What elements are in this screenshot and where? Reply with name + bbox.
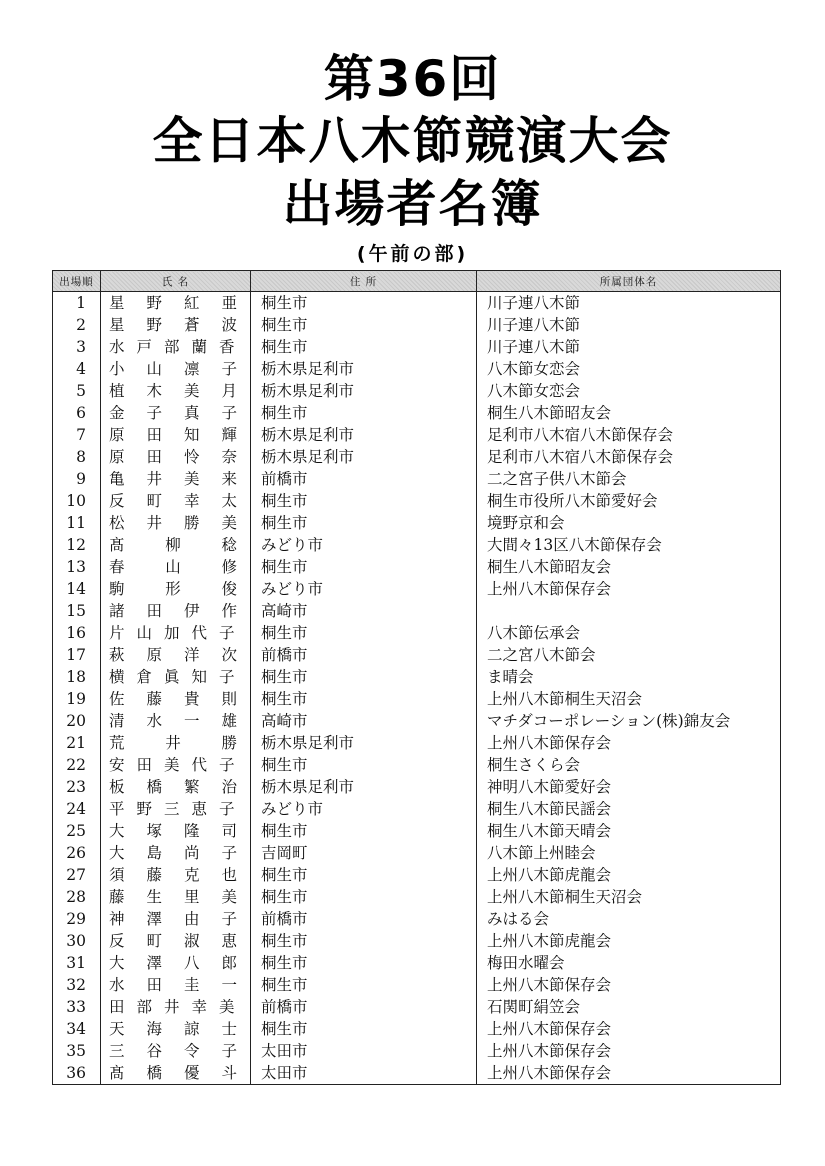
name-characters: 大 澤 八 郎 bbox=[109, 954, 237, 972]
participant-name bbox=[101, 512, 251, 534]
participant-address: 栃木県足利市 bbox=[251, 380, 477, 402]
participant-name bbox=[101, 556, 251, 578]
participant-address: 桐生市 bbox=[251, 336, 477, 358]
table-row bbox=[53, 292, 781, 315]
name-characters: 片山加代子 bbox=[109, 624, 247, 642]
table-row bbox=[53, 644, 781, 666]
participant-name bbox=[101, 468, 251, 490]
row-order-number: 21 bbox=[53, 732, 101, 754]
participant-name bbox=[101, 600, 251, 622]
participant-group: 上州八木節保存会 bbox=[477, 578, 781, 600]
row-order-number: 14 bbox=[53, 578, 101, 600]
session-subtitle: (午前の部) bbox=[356, 243, 469, 265]
row-order-number: 30 bbox=[53, 930, 101, 952]
name-characters: 大 塚 隆 司 bbox=[109, 822, 237, 840]
participant-address: 桐生市 bbox=[251, 666, 477, 688]
name-characters: 清 水 一 雄 bbox=[109, 712, 237, 730]
participant-address: 栃木県足利市 bbox=[251, 358, 477, 380]
table-row bbox=[53, 952, 781, 974]
name-characters: 安田美代子 bbox=[109, 756, 247, 774]
participant-address: 桐生市 bbox=[251, 974, 477, 996]
participant-group: 上州八木節虎龍会 bbox=[477, 864, 781, 886]
name-characters: 松 井 勝 美 bbox=[109, 514, 237, 532]
name-characters: 反 町 淑 恵 bbox=[109, 932, 237, 950]
participant-group: 上州八木節桐生天沼会 bbox=[477, 886, 781, 908]
name-characters: 星 野 紅 亜 bbox=[109, 294, 237, 312]
participant-name bbox=[101, 952, 251, 974]
participant-name bbox=[101, 798, 251, 820]
participant-group: 桐生八木節天晴会 bbox=[477, 820, 781, 842]
participant-group: 二之宮八木節会 bbox=[477, 644, 781, 666]
participant-group: 八木節女恋会 bbox=[477, 380, 781, 402]
table-row bbox=[53, 1062, 781, 1085]
participant-address: 太田市 bbox=[251, 1062, 477, 1085]
row-order-number: 25 bbox=[53, 820, 101, 842]
participant-name bbox=[101, 688, 251, 710]
participant-group: 上州八木節桐生天沼会 bbox=[477, 688, 781, 710]
table-row bbox=[53, 578, 781, 600]
participant-address: 桐生市 bbox=[251, 1018, 477, 1040]
participant-address: みどり市 bbox=[251, 578, 477, 600]
participant-name bbox=[101, 930, 251, 952]
name-characters: 星 野 蒼 波 bbox=[109, 316, 237, 334]
table-header-row bbox=[53, 271, 781, 292]
participant-group: 大間々13区八木節保存会 bbox=[477, 534, 781, 556]
table-row bbox=[53, 754, 781, 776]
participant-group: 梅田水曜会 bbox=[477, 952, 781, 974]
participant-group: 上州八木節保存会 bbox=[477, 974, 781, 996]
participant-group: 桐生八木節昭友会 bbox=[477, 402, 781, 424]
participant-name bbox=[101, 886, 251, 908]
participants-table bbox=[52, 270, 781, 1085]
participant-name bbox=[101, 864, 251, 886]
participant-group: 川子連八木節 bbox=[477, 336, 781, 358]
row-order-number: 4 bbox=[53, 358, 101, 380]
participant-name bbox=[101, 446, 251, 468]
name-characters: 原 田 知 輝 bbox=[109, 426, 237, 444]
row-order-number: 36 bbox=[53, 1062, 101, 1085]
table-row bbox=[53, 468, 781, 490]
name-characters: 亀 井 美 来 bbox=[109, 470, 237, 488]
header-order: 出場順 bbox=[53, 271, 101, 292]
participant-name bbox=[101, 754, 251, 776]
table-row bbox=[53, 622, 781, 644]
participant-address: 高崎市 bbox=[251, 600, 477, 622]
table-row bbox=[53, 446, 781, 468]
table-row bbox=[53, 798, 781, 820]
participant-address: 桐生市 bbox=[251, 688, 477, 710]
participant-name bbox=[101, 1040, 251, 1062]
row-order-number: 32 bbox=[53, 974, 101, 996]
participant-address: 桐生市 bbox=[251, 490, 477, 512]
participant-name bbox=[101, 996, 251, 1018]
participant-name bbox=[101, 1018, 251, 1040]
name-characters: 金 子 真 子 bbox=[109, 404, 237, 422]
table-row bbox=[53, 490, 781, 512]
participant-group bbox=[477, 600, 781, 622]
name-characters: 萩 原 洋 次 bbox=[109, 646, 237, 664]
row-order-number: 9 bbox=[53, 468, 101, 490]
name-characters: 水戸部蘭香 bbox=[109, 338, 247, 356]
table-row bbox=[53, 1040, 781, 1062]
name-characters: 水 田 圭 一 bbox=[109, 976, 237, 994]
row-order-number: 29 bbox=[53, 908, 101, 930]
name-characters: 髙 柳 稔 bbox=[109, 536, 237, 554]
participant-name bbox=[101, 1062, 251, 1085]
participant-name bbox=[101, 732, 251, 754]
table-row bbox=[53, 1018, 781, 1040]
participant-address: みどり市 bbox=[251, 798, 477, 820]
name-characters: 佐 藤 貴 則 bbox=[109, 690, 237, 708]
table-row bbox=[53, 314, 781, 336]
name-characters: 藤 生 里 美 bbox=[109, 888, 237, 906]
row-order-number: 5 bbox=[53, 380, 101, 402]
page-title-edition: 第36回 bbox=[323, 50, 502, 108]
participant-address: 桐生市 bbox=[251, 754, 477, 776]
row-order-number: 16 bbox=[53, 622, 101, 644]
table-row bbox=[53, 908, 781, 930]
table-row bbox=[53, 820, 781, 842]
participant-group: 上州八木節保存会 bbox=[477, 1018, 781, 1040]
table-row bbox=[53, 666, 781, 688]
participant-name bbox=[101, 578, 251, 600]
participant-name bbox=[101, 534, 251, 556]
row-order-number: 23 bbox=[53, 776, 101, 798]
name-characters: 原 田 怜 奈 bbox=[109, 448, 237, 466]
participant-address: 前橋市 bbox=[251, 644, 477, 666]
participant-group: 神明八木節愛好会 bbox=[477, 776, 781, 798]
participant-address: 桐生市 bbox=[251, 512, 477, 534]
participant-name bbox=[101, 644, 251, 666]
name-characters: 荒 井 勝 bbox=[109, 734, 237, 752]
participant-name bbox=[101, 490, 251, 512]
row-order-number: 34 bbox=[53, 1018, 101, 1040]
participant-group: 川子連八木節 bbox=[477, 314, 781, 336]
row-order-number: 2 bbox=[53, 314, 101, 336]
table-row bbox=[53, 996, 781, 1018]
row-order-number: 3 bbox=[53, 336, 101, 358]
name-characters: 大 島 尚 子 bbox=[109, 844, 237, 862]
name-characters: 横倉眞知子 bbox=[109, 668, 247, 686]
participant-group: ま晴会 bbox=[477, 666, 781, 688]
participant-group: 八木節女恋会 bbox=[477, 358, 781, 380]
participant-address: 栃木県足利市 bbox=[251, 732, 477, 754]
name-characters: 神 澤 由 子 bbox=[109, 910, 237, 928]
row-order-number: 6 bbox=[53, 402, 101, 424]
table-row bbox=[53, 336, 781, 358]
table-row bbox=[53, 974, 781, 996]
row-order-number: 35 bbox=[53, 1040, 101, 1062]
participant-address: 吉岡町 bbox=[251, 842, 477, 864]
participant-group: 上州八木節保存会 bbox=[477, 732, 781, 754]
participant-address: 太田市 bbox=[251, 1040, 477, 1062]
participant-name bbox=[101, 666, 251, 688]
participant-group: 石関町絹笠会 bbox=[477, 996, 781, 1018]
header-address: 住 所 bbox=[251, 271, 477, 292]
header-name: 氏 名 bbox=[101, 271, 251, 292]
table-row bbox=[53, 886, 781, 908]
table-row bbox=[53, 688, 781, 710]
table-row bbox=[53, 930, 781, 952]
participant-address: 桐生市 bbox=[251, 622, 477, 644]
row-order-number: 8 bbox=[53, 446, 101, 468]
table-row bbox=[53, 864, 781, 886]
participant-address: 桐生市 bbox=[251, 820, 477, 842]
participant-group: 二之宮子供八木節会 bbox=[477, 468, 781, 490]
row-order-number: 17 bbox=[53, 644, 101, 666]
participant-group: 上州八木節保存会 bbox=[477, 1040, 781, 1062]
participant-name bbox=[101, 336, 251, 358]
page-title-event: 全日本八木節競演大会 bbox=[152, 112, 673, 170]
participant-name bbox=[101, 710, 251, 732]
participant-group: 上州八木節虎龍会 bbox=[477, 930, 781, 952]
table-body bbox=[53, 292, 781, 1085]
row-order-number: 18 bbox=[53, 666, 101, 688]
participant-name bbox=[101, 908, 251, 930]
name-characters: 板 橋 繁 治 bbox=[109, 778, 237, 796]
participant-group: マチダコーポレーション(株)錦友会 bbox=[477, 710, 781, 732]
participant-name bbox=[101, 380, 251, 402]
participant-name bbox=[101, 820, 251, 842]
participant-address: 栃木県足利市 bbox=[251, 776, 477, 798]
row-order-number: 26 bbox=[53, 842, 101, 864]
name-characters: 平野三恵子 bbox=[109, 800, 247, 818]
row-order-number: 27 bbox=[53, 864, 101, 886]
table-row bbox=[53, 512, 781, 534]
name-characters: 植 木 美 月 bbox=[109, 382, 237, 400]
name-characters: 田部井幸美 bbox=[109, 998, 247, 1016]
participant-address: 前橋市 bbox=[251, 908, 477, 930]
row-order-number: 7 bbox=[53, 424, 101, 446]
table-row bbox=[53, 424, 781, 446]
participant-address: 前橋市 bbox=[251, 996, 477, 1018]
name-characters: 三 谷 令 子 bbox=[109, 1042, 237, 1060]
name-characters: 諸 田 伊 作 bbox=[109, 602, 237, 620]
participant-address: 栃木県足利市 bbox=[251, 424, 477, 446]
row-order-number: 10 bbox=[53, 490, 101, 512]
participant-name bbox=[101, 402, 251, 424]
page-title-roster: 出場者名簿 bbox=[282, 175, 543, 233]
row-order-number: 12 bbox=[53, 534, 101, 556]
header-group: 所属団体名 bbox=[477, 271, 781, 292]
participant-address: 桐生市 bbox=[251, 886, 477, 908]
participant-address: 高崎市 bbox=[251, 710, 477, 732]
row-order-number: 28 bbox=[53, 886, 101, 908]
row-order-number: 13 bbox=[53, 556, 101, 578]
participant-name bbox=[101, 292, 251, 315]
participant-address: 桐生市 bbox=[251, 864, 477, 886]
name-characters: 髙 橋 優 斗 bbox=[109, 1064, 237, 1082]
table-row bbox=[53, 402, 781, 424]
name-characters: 須 藤 克 也 bbox=[109, 866, 237, 884]
table-row bbox=[53, 358, 781, 380]
name-characters: 反 町 幸 太 bbox=[109, 492, 237, 510]
participant-group: 桐生市役所八木節愛好会 bbox=[477, 490, 781, 512]
participant-address: 栃木県足利市 bbox=[251, 446, 477, 468]
participant-group: 境野京和会 bbox=[477, 512, 781, 534]
participant-address: みどり市 bbox=[251, 534, 477, 556]
participant-address: 桐生市 bbox=[251, 556, 477, 578]
table-row bbox=[53, 556, 781, 578]
participant-group: 桐生八木節昭友会 bbox=[477, 556, 781, 578]
participant-address: 桐生市 bbox=[251, 314, 477, 336]
row-order-number: 1 bbox=[53, 292, 101, 315]
name-characters: 天 海 諒 士 bbox=[109, 1020, 237, 1038]
participant-name bbox=[101, 622, 251, 644]
table-row bbox=[53, 380, 781, 402]
table-row bbox=[53, 534, 781, 556]
table-row bbox=[53, 732, 781, 754]
row-order-number: 19 bbox=[53, 688, 101, 710]
participant-group: 八木節伝承会 bbox=[477, 622, 781, 644]
row-order-number: 31 bbox=[53, 952, 101, 974]
participant-address: 桐生市 bbox=[251, 952, 477, 974]
table-row bbox=[53, 600, 781, 622]
row-order-number: 33 bbox=[53, 996, 101, 1018]
row-order-number: 22 bbox=[53, 754, 101, 776]
table-row bbox=[53, 710, 781, 732]
participant-name bbox=[101, 358, 251, 380]
participant-name bbox=[101, 776, 251, 798]
participant-address: 桐生市 bbox=[251, 930, 477, 952]
row-order-number: 20 bbox=[53, 710, 101, 732]
participant-name bbox=[101, 424, 251, 446]
table-row bbox=[53, 842, 781, 864]
participant-group: 八木節上州睦会 bbox=[477, 842, 781, 864]
participant-group: みはる会 bbox=[477, 908, 781, 930]
participant-group: 桐生さくら会 bbox=[477, 754, 781, 776]
participant-address: 桐生市 bbox=[251, 402, 477, 424]
participant-address: 桐生市 bbox=[251, 292, 477, 315]
participant-address: 前橋市 bbox=[251, 468, 477, 490]
name-characters: 春 山 修 bbox=[109, 558, 237, 576]
name-characters: 小 山 凛 子 bbox=[109, 360, 237, 378]
table-row bbox=[53, 776, 781, 798]
participant-group: 足利市八木宿八木節保存会 bbox=[477, 446, 781, 468]
row-order-number: 15 bbox=[53, 600, 101, 622]
participant-group: 上州八木節保存会 bbox=[477, 1062, 781, 1085]
row-order-number: 24 bbox=[53, 798, 101, 820]
participant-name bbox=[101, 842, 251, 864]
row-order-number: 11 bbox=[53, 512, 101, 534]
participant-name bbox=[101, 314, 251, 336]
participant-group: 川子連八木節 bbox=[477, 292, 781, 315]
name-characters: 駒 形 俊 bbox=[109, 580, 237, 598]
participant-group: 足利市八木宿八木節保存会 bbox=[477, 424, 781, 446]
participant-name bbox=[101, 974, 251, 996]
participant-group: 桐生八木節民謡会 bbox=[477, 798, 781, 820]
